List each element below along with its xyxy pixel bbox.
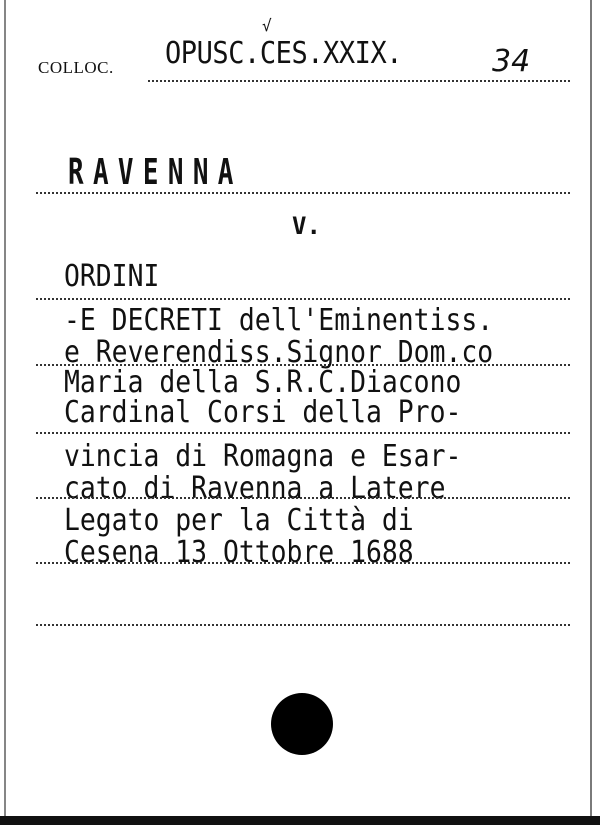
shelfmark-rule [148, 80, 570, 82]
colloc-label: COLLOC. [38, 58, 114, 77]
line-rule [36, 562, 570, 564]
line-rule [36, 432, 570, 434]
title-line: cato di Ravenna a Latere [64, 471, 446, 506]
card-left-edge [4, 0, 10, 825]
title-line: Cesena 13 Ottobre 1688 [64, 535, 414, 570]
title-line: Legato per la Città di [64, 503, 414, 538]
see-also-marker: V. [292, 212, 321, 240]
heading-rule [36, 192, 570, 194]
line-rule [36, 298, 570, 300]
title-line: ORDINI [64, 259, 160, 294]
card-bottom-edge [0, 816, 600, 825]
card-right-edge [590, 0, 596, 825]
heading: RAVENNA [68, 152, 243, 193]
check-mark: √ [262, 16, 272, 35]
title-line: e Reverendiss.Signor Dom.co [64, 335, 494, 370]
filing-hole [271, 693, 333, 755]
shelf-number: 34 [492, 44, 531, 79]
title-line: Maria della S.R.C.Diacono [64, 365, 462, 400]
blank-rule [36, 624, 570, 626]
line-rule [36, 497, 570, 499]
title-line: Cardinal Corsi della Pro- [64, 395, 462, 430]
title-line: vincia di Romagna e Esar- [64, 439, 462, 474]
title-line: -E DECRETI dell'Eminentiss. [64, 303, 494, 338]
shelfmark: OPUSC.CES.XXIX. [165, 36, 403, 71]
